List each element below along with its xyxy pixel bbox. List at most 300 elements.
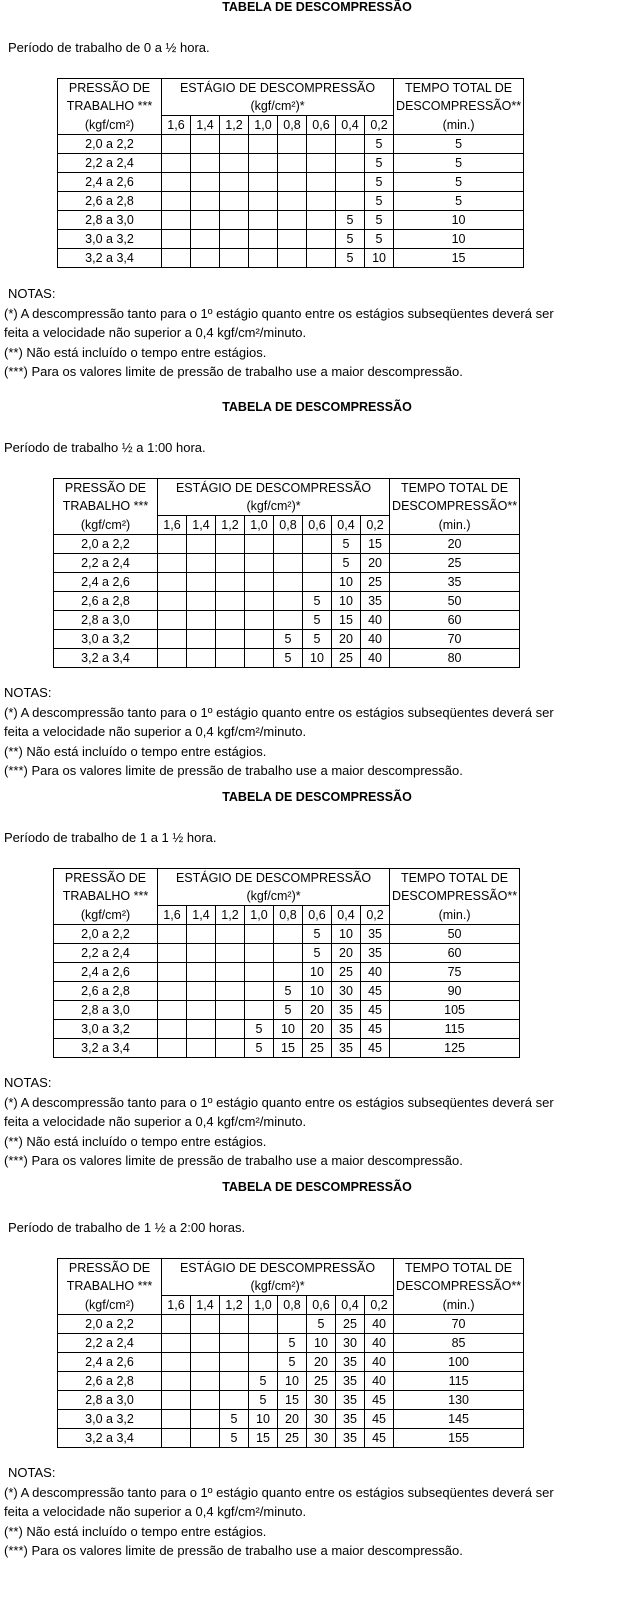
stage-cell: 10 (303, 982, 332, 1001)
stage-cell: 35 (332, 1020, 361, 1039)
stage-cell (307, 173, 336, 192)
stage-cell (191, 1334, 220, 1353)
stage-header: 0,4 (332, 906, 361, 925)
stage-cell (162, 1372, 191, 1391)
notes-block (4, 1073, 554, 1171)
table-row (58, 1334, 524, 1353)
stage-cell (307, 192, 336, 211)
stage-cell (158, 630, 187, 649)
stage-cell (307, 154, 336, 173)
stage-cell (216, 611, 245, 630)
stage-cell: 10 (303, 649, 332, 668)
pressure-cell: 2,8 a 3,0 (54, 611, 158, 630)
pressure-cell: 3,0 a 3,2 (58, 230, 162, 249)
stage-cell (278, 211, 307, 230)
pressure-cell: 2,2 a 2,4 (58, 1334, 162, 1353)
header-pressure: TRABALHO *** (54, 497, 158, 516)
table-row (54, 592, 520, 611)
header-row (58, 116, 524, 135)
notes-block (4, 683, 554, 781)
header-total: DESCOMPRESSÃO** (394, 1277, 524, 1296)
stage-cell: 20 (332, 944, 361, 963)
stage-header: 0,6 (303, 516, 332, 535)
table-row (58, 1353, 524, 1372)
stage-cell: 20 (303, 1001, 332, 1020)
stage-cell (191, 1372, 220, 1391)
stage-cell: 40 (361, 630, 390, 649)
header-stage: ESTÁGIO DE DESCOMPRESSÃO (158, 479, 390, 498)
total-cell: 25 (390, 554, 520, 573)
period-label: Período de trabalho de 1 ½ a 2:00 horas. (8, 1220, 246, 1235)
stage-header: 1,6 (158, 516, 187, 535)
stage-cell: 5 (332, 535, 361, 554)
table-row (58, 1315, 524, 1334)
stage-cell (187, 944, 216, 963)
stage-cell: 10 (332, 573, 361, 592)
stage-cell: 5 (220, 1429, 249, 1448)
stage-cell: 35 (361, 944, 390, 963)
stage-cell: 5 (278, 1334, 307, 1353)
stage-cell (187, 554, 216, 573)
header-row (54, 887, 520, 906)
stage-cell: 30 (336, 1334, 365, 1353)
total-cell: 10 (394, 211, 524, 230)
stage-cell (216, 982, 245, 1001)
stage-cell (220, 230, 249, 249)
pressure-cell: 2,8 a 3,0 (58, 1391, 162, 1410)
stage-cell (245, 649, 274, 668)
stage-cell (162, 1315, 191, 1334)
stage-cell: 5 (220, 1410, 249, 1429)
table-row (58, 1372, 524, 1391)
decompression-table (57, 78, 524, 268)
stage-cell: 10 (249, 1410, 278, 1429)
stage-cell (245, 592, 274, 611)
stage-header: 0,8 (274, 906, 303, 925)
stage-cell (220, 192, 249, 211)
stage-cell (220, 173, 249, 192)
total-cell: 85 (394, 1334, 524, 1353)
stage-cell: 45 (361, 1020, 390, 1039)
total-cell: 60 (390, 944, 520, 963)
header-pressure: PRESSÃO DE (54, 869, 158, 888)
total-cell: 155 (394, 1429, 524, 1448)
note-line: (*) A descompressão tanto para o 1º estágio quanto entre os estágios subseqüentes deverá ser (4, 1094, 554, 1110)
stage-cell (158, 573, 187, 592)
stage-cell: 45 (361, 1039, 390, 1058)
table-row (58, 154, 524, 173)
header-total-unit: (min.) (394, 1296, 524, 1315)
stage-cell (245, 611, 274, 630)
stage-cell (216, 1039, 245, 1058)
pressure-cell: 3,2 a 3,4 (54, 649, 158, 668)
stage-cell: 5 (365, 173, 394, 192)
period-label: Período de trabalho de 0 a ½ hora. (8, 40, 210, 55)
note-line: (***) Para os valores limite de pressão de trabalho use a maior descompressão. (4, 1543, 463, 1558)
stage-cell (249, 154, 278, 173)
stage-cell (191, 1410, 220, 1429)
stage-cell: 45 (365, 1410, 394, 1429)
pressure-cell: 2,2 a 2,4 (54, 944, 158, 963)
stage-cell (187, 649, 216, 668)
pressure-cell: 3,2 a 3,4 (54, 1039, 158, 1058)
header-row (58, 1277, 524, 1296)
stage-cell (158, 649, 187, 668)
table-section (0, 1180, 634, 1570)
stage-cell: 30 (307, 1391, 336, 1410)
stage-header: 0,4 (336, 1296, 365, 1315)
table-row (54, 649, 520, 668)
header-pressure-unit: (kgf/cm²) (54, 516, 158, 535)
header-stage-unit: (kgf/cm²)* (162, 1277, 394, 1296)
table-row (54, 1020, 520, 1039)
stage-cell (191, 135, 220, 154)
stage-cell (162, 1429, 191, 1448)
total-cell: 70 (390, 630, 520, 649)
stage-cell (249, 1353, 278, 1372)
pressure-cell: 2,0 a 2,2 (54, 535, 158, 554)
stage-cell: 35 (336, 1353, 365, 1372)
stage-cell (278, 1315, 307, 1334)
total-cell: 80 (390, 649, 520, 668)
stage-cell (187, 611, 216, 630)
stage-cell (245, 535, 274, 554)
stage-cell: 30 (332, 982, 361, 1001)
header-total: DESCOMPRESSÃO** (394, 97, 524, 116)
stage-cell (220, 1372, 249, 1391)
stage-cell: 35 (336, 1410, 365, 1429)
table-section (0, 400, 634, 790)
stage-cell (220, 1315, 249, 1334)
total-cell: 100 (394, 1353, 524, 1372)
total-cell: 5 (394, 173, 524, 192)
stage-cell (158, 1001, 187, 1020)
stage-cell (274, 535, 303, 554)
stage-cell (245, 963, 274, 982)
pressure-cell: 2,2 a 2,4 (54, 554, 158, 573)
stage-cell (220, 154, 249, 173)
stage-cell (187, 982, 216, 1001)
stage-cell: 5 (274, 1001, 303, 1020)
table-row (54, 1001, 520, 1020)
total-cell: 50 (390, 592, 520, 611)
table-row (54, 573, 520, 592)
stage-cell: 20 (307, 1353, 336, 1372)
stage-cell: 25 (332, 649, 361, 668)
header-row (54, 869, 520, 888)
header-total: TEMPO TOTAL DE (394, 1259, 524, 1278)
table-row (54, 944, 520, 963)
stage-cell: 5 (303, 925, 332, 944)
stage-cell: 35 (332, 1039, 361, 1058)
stage-cell: 5 (303, 592, 332, 611)
stage-header: 1,2 (216, 516, 245, 535)
note-line: feita a velocidade não superior a 0,4 kgf/cm²/minuto. (4, 724, 307, 739)
stage-cell (307, 135, 336, 154)
total-cell: 115 (390, 1020, 520, 1039)
stage-cell (187, 925, 216, 944)
stage-cell (278, 173, 307, 192)
table-row (58, 1410, 524, 1429)
stage-cell: 40 (365, 1372, 394, 1391)
stage-cell (274, 925, 303, 944)
stage-cell (336, 154, 365, 173)
stage-cell: 10 (365, 249, 394, 268)
header-pressure: TRABALHO *** (58, 97, 162, 116)
stage-cell: 5 (336, 211, 365, 230)
stage-cell (158, 554, 187, 573)
stage-cell (278, 230, 307, 249)
stage-header: 0,2 (361, 906, 390, 925)
stage-cell (220, 1391, 249, 1410)
pressure-cell: 2,0 a 2,2 (58, 1315, 162, 1334)
decompression-table (53, 868, 520, 1058)
stage-header: 0,4 (336, 116, 365, 135)
note-line: (**) Não está incluído o tempo entre estágios. (4, 743, 267, 759)
stage-header: 1,4 (187, 516, 216, 535)
stage-cell (249, 1334, 278, 1353)
period-label: Período de trabalho de 1 a 1 ½ hora. (4, 830, 217, 845)
stage-cell (245, 925, 274, 944)
stage-cell: 5 (274, 649, 303, 668)
stage-cell (249, 211, 278, 230)
stage-cell: 5 (274, 630, 303, 649)
stage-cell: 20 (332, 630, 361, 649)
header-row (58, 1296, 524, 1315)
stage-cell: 35 (336, 1391, 365, 1410)
stage-cell: 5 (365, 230, 394, 249)
stage-header: 0,6 (307, 1296, 336, 1315)
stage-cell (191, 1429, 220, 1448)
stage-header: 0,2 (365, 1296, 394, 1315)
note-line: feita a velocidade não superior a 0,4 kgf/cm²/minuto. (4, 1114, 307, 1129)
stage-cell: 35 (336, 1372, 365, 1391)
stage-cell: 40 (361, 611, 390, 630)
stage-header: 1,0 (249, 1296, 278, 1315)
stage-cell: 5 (307, 1315, 336, 1334)
pressure-cell: 2,6 a 2,8 (58, 1372, 162, 1391)
stage-cell (245, 554, 274, 573)
stage-cell (158, 1020, 187, 1039)
header-stage: ESTÁGIO DE DESCOMPRESSÃO (158, 869, 390, 888)
stage-cell: 5 (365, 192, 394, 211)
stage-cell (303, 573, 332, 592)
header-row (58, 79, 524, 98)
stage-cell: 5 (303, 630, 332, 649)
stage-cell (274, 944, 303, 963)
pressure-cell: 3,2 a 3,4 (58, 249, 162, 268)
stage-cell (336, 173, 365, 192)
total-cell: 130 (394, 1391, 524, 1410)
header-total-unit: (min.) (390, 516, 520, 535)
stage-cell (220, 211, 249, 230)
notes-label: NOTAS: (8, 1465, 56, 1480)
header-total: DESCOMPRESSÃO** (390, 497, 520, 516)
stage-cell (303, 554, 332, 573)
stage-cell (187, 592, 216, 611)
stage-cell: 30 (307, 1410, 336, 1429)
stage-cell: 10 (303, 963, 332, 982)
stage-cell: 35 (332, 1001, 361, 1020)
stage-cell (187, 630, 216, 649)
stage-cell: 25 (307, 1372, 336, 1391)
section-title: TABELA DE DESCOMPRESSÃO (222, 0, 412, 14)
stage-cell: 5 (303, 944, 332, 963)
pressure-cell: 3,0 a 3,2 (54, 1020, 158, 1039)
header-row (58, 1259, 524, 1278)
stage-cell (274, 963, 303, 982)
stage-cell: 35 (361, 925, 390, 944)
decompression-table (57, 1258, 524, 1448)
notes-block (4, 1463, 554, 1561)
stage-header: 1,6 (162, 1296, 191, 1315)
total-cell: 145 (394, 1410, 524, 1429)
stage-cell: 5 (303, 611, 332, 630)
stage-cell (278, 154, 307, 173)
stage-cell (191, 1391, 220, 1410)
stage-cell (216, 1020, 245, 1039)
stage-cell (278, 192, 307, 211)
pressure-cell: 2,0 a 2,2 (58, 135, 162, 154)
header-stage-unit: (kgf/cm²)* (162, 97, 394, 116)
note-line: (***) Para os valores limite de pressão de trabalho use a maior descompressão. (4, 364, 463, 379)
stage-header: 0,8 (274, 516, 303, 535)
stage-cell (162, 230, 191, 249)
pressure-cell: 2,4 a 2,6 (58, 1353, 162, 1372)
pressure-cell: 3,0 a 3,2 (58, 1410, 162, 1429)
total-cell: 5 (394, 154, 524, 173)
stage-cell (187, 573, 216, 592)
stage-cell (216, 573, 245, 592)
stage-cell (245, 630, 274, 649)
stage-cell (245, 1001, 274, 1020)
stage-cell (274, 592, 303, 611)
stage-cell (191, 192, 220, 211)
stage-cell (191, 173, 220, 192)
stage-cell: 25 (332, 963, 361, 982)
table-section (0, 790, 634, 1180)
header-pressure: TRABALHO *** (54, 887, 158, 906)
header-total: TEMPO TOTAL DE (390, 869, 520, 888)
stage-cell (158, 535, 187, 554)
total-cell: 35 (390, 573, 520, 592)
stage-cell: 20 (278, 1410, 307, 1429)
stage-cell (162, 192, 191, 211)
stage-cell: 5 (365, 135, 394, 154)
table-row (58, 1391, 524, 1410)
stage-header: 0,8 (278, 116, 307, 135)
stage-cell: 5 (245, 1039, 274, 1058)
total-cell: 90 (390, 982, 520, 1001)
stage-cell: 15 (249, 1429, 278, 1448)
total-cell: 10 (394, 230, 524, 249)
table-row (54, 1039, 520, 1058)
stage-cell: 25 (336, 1315, 365, 1334)
stage-cell: 40 (361, 963, 390, 982)
period-label: Período de trabalho ½ a 1:00 hora. (4, 440, 206, 455)
stage-cell (220, 1353, 249, 1372)
note-line: feita a velocidade não superior a 0,4 kgf/cm²/minuto. (4, 325, 307, 340)
stage-cell (249, 192, 278, 211)
stage-cell (220, 1334, 249, 1353)
stage-cell: 15 (278, 1391, 307, 1410)
stage-cell (162, 249, 191, 268)
pressure-cell: 2,4 a 2,6 (58, 173, 162, 192)
stage-cell (307, 249, 336, 268)
stage-cell (245, 982, 274, 1001)
stage-cell (216, 592, 245, 611)
stage-cell (216, 944, 245, 963)
stage-cell (158, 925, 187, 944)
section-title: TABELA DE DESCOMPRESSÃO (222, 790, 412, 804)
note-line: feita a velocidade não superior a 0,4 kgf/cm²/minuto. (4, 1504, 307, 1519)
stage-cell (274, 611, 303, 630)
stage-cell: 5 (249, 1391, 278, 1410)
section-title: TABELA DE DESCOMPRESSÃO (222, 1180, 412, 1194)
stage-cell: 40 (361, 649, 390, 668)
stage-header: 1,4 (187, 906, 216, 925)
note-line: (*) A descompressão tanto para o 1º estágio quanto entre os estágios subseqüentes deverá ser (4, 305, 554, 321)
stage-cell (216, 649, 245, 668)
note-line: (***) Para os valores limite de pressão de trabalho use a maior descompressão. (4, 763, 463, 778)
stage-header: 1,4 (191, 1296, 220, 1315)
pressure-cell: 2,0 a 2,2 (54, 925, 158, 944)
stage-cell (162, 135, 191, 154)
table-row (54, 535, 520, 554)
stage-cell (187, 535, 216, 554)
stage-cell: 35 (361, 592, 390, 611)
stage-cell: 15 (361, 535, 390, 554)
stage-cell (278, 135, 307, 154)
pressure-cell: 2,4 a 2,6 (54, 963, 158, 982)
stage-cell (187, 963, 216, 982)
stage-cell: 5 (274, 982, 303, 1001)
total-cell: 125 (390, 1039, 520, 1058)
stage-cell: 10 (274, 1020, 303, 1039)
stage-cell: 5 (332, 554, 361, 573)
stage-cell (216, 630, 245, 649)
table-row (54, 554, 520, 573)
stage-cell: 5 (365, 211, 394, 230)
stage-cell (162, 1391, 191, 1410)
stage-cell: 5 (336, 230, 365, 249)
table-row (58, 173, 524, 192)
stage-cell: 15 (274, 1039, 303, 1058)
stage-cell: 45 (361, 1001, 390, 1020)
notes-label: NOTAS: (4, 1075, 52, 1090)
total-cell: 75 (390, 963, 520, 982)
stage-cell (249, 173, 278, 192)
header-total: DESCOMPRESSÃO** (390, 887, 520, 906)
stage-cell: 35 (336, 1429, 365, 1448)
header-total-unit: (min.) (394, 116, 524, 135)
header-row (58, 97, 524, 116)
total-cell: 105 (390, 1001, 520, 1020)
stage-cell: 45 (365, 1391, 394, 1410)
total-cell: 60 (390, 611, 520, 630)
pressure-cell: 2,6 a 2,8 (58, 192, 162, 211)
stage-header: 1,0 (249, 116, 278, 135)
stage-cell (162, 1410, 191, 1429)
table-row (54, 925, 520, 944)
stage-cell (191, 211, 220, 230)
stage-cell (249, 230, 278, 249)
header-total-unit: (min.) (390, 906, 520, 925)
notes-block (4, 284, 554, 382)
section-title: TABELA DE DESCOMPRESSÃO (222, 400, 412, 414)
stage-header: 0,6 (303, 906, 332, 925)
total-cell: 70 (394, 1315, 524, 1334)
